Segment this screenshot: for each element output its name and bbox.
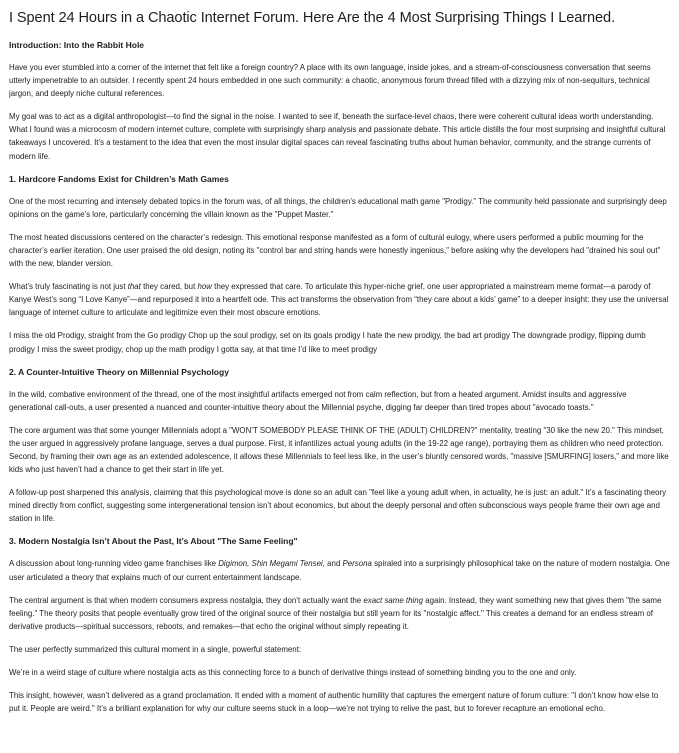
emphasis: exact same thing <box>363 595 424 605</box>
text-run: again. Instead, they want something new that gives them "the same feeling." The theory posits that people eventually grow tired of the original source of their nostalgia but still yearn for its "nostalgic affect." This creates a demand for an endless stream of derivative products—spiritual successors, reboots, and remakes—that echo the original without simply repeating it. <box>9 595 662 631</box>
section-3-paragraph-1 <box>9 557 670 583</box>
text-run: they cared, but <box>140 282 198 292</box>
section-1-paragraph-3 <box>9 280 670 319</box>
intro-paragraph-1: Have you ever stumbled into a corner of the internet that felt like a foreign country? A place with its own language, inside jokes, and a stream-of-consciousness conversation that seems utterly impenetrable to an outsider. I recently spent 24 hours embedded in one such community: a chaotic, anonymous forum thread filled with a dizzying mix of non-sequiturs, technical jargon, and deeply niche cultural references. <box>9 63 651 99</box>
intro-paragraph-2: My goal was to act as a digital anthropologist—to find the signal in the noise. I wanted to see if, beneath the surface-level chaos, there were coherent cultural ideas worth understanding. What I found was a microcosm of modern internet culture, complete with surprisingly sharp analysis and passionate debate. This article distills the four most surprising and insightful cultural takeaways I uncovered. It’s a testament to the idea that even the most insular digital spaces can reveal fascinating truths about human behavior, community, and the strange currents of modern life. <box>9 112 666 161</box>
emphasis: that <box>127 282 141 292</box>
section-2-paragraph-3: A follow-up post sharpened this analysis, claiming that this psychological move is done so an adult can "feel like a young adult when, in actuality, he is just: an adult." It’s a fascinating theory mined directly from conflict, suggesting some intergenerational tension isn’t about economics, but about the deeply personal and often subconscious ways people frame their own age and station in life. <box>9 488 667 524</box>
text-run: they expressed that care. To articulate this hyper-niche grief, one user appropriated a mainstream meme format—a parody of Kanye West’s song “I Love Kanye”—and repurposed it into a heartfelt ode. This act transforms the observation from “they care about a kids’ game” to a deeper insight: they use the universal language of internet culture to articulate and legitimize even their most obscure emotions. <box>9 282 669 318</box>
section-1-quote: I miss the old Prodigy, straight from the Go prodigy Chop up the soul prodigy, set on its goals prodigy I hate the new prodigy, the bad art prodigy The downgrade prodigy, flipping dumb prodigy I miss the sweet prodigy, chop up the math prodigy I gotta say, at that time I’d like to meet prodigy <box>9 331 646 354</box>
text-run: spiraled into a surprisingly philosophical take on the nature of modern nostalgia. One user articulated a theory that explains much of our current entertainment landscape. <box>9 559 670 582</box>
section-1-paragraph-1: One of the most recurring and intensely debated topics in the forum was, of all things, the children’s educational math game "Prodigy." The community held passionate and surprisingly deep opinions on the game’s lore, particularly concerning the villain known as the "Puppet Master." <box>9 196 667 219</box>
emphasis: Persona <box>342 559 372 569</box>
section-2-paragraph-2: The core argument was that some younger Millennials adopt a "WON’T SOMEBODY PLEASE THINK OF THE (ADULT) CHILDREN?" mentality, treating "30 like the new 20." This mindset, the user argued in aggressively profane language, serves a dual purpose. First, it infantilizes actual young adults (in the 19-22 age range), portraying them as children who need protection. Second, by framing their own age as an extended adolescence, it allows these Millennials to feel less like, in the user’s bluntly censored words, "massive [SMURFING] losers," and more like kids who just haven’t had a chance to get their start in life yet. <box>9 425 669 475</box>
text-run: What’s truly fascinating is not just <box>9 282 128 292</box>
text-run: and <box>324 559 343 569</box>
section-3-quote: We’re in a weird stage of culture where nostalgia acts as this connecting force to a bunch of derivative things instead of something binding you to the one and only. <box>9 668 577 677</box>
section-1-paragraph-2: The most heated discussions centered on the character’s redesign. This emotional response manifested as a form of cultural eulogy, where users performed a public mourning for the character’s earlier iteration. One user praised the old design, noting its "control bar and string hands were honestly ingenious," before asking why the developers had "drained his soul out" with the new, blander version. <box>9 232 661 269</box>
emphasis: Digimon, Shin Megami Tensei, <box>218 559 325 569</box>
text-run: The central argument is that when modern consumers express nostalgia, they don’t actually want the <box>9 595 364 605</box>
section-2-paragraph-1: In the wild, combative environment of the thread, one of the most insightful artifacts emerged not from calm reflection, but from a heated argument. Amidst insults and aggressive generational call-outs, a user presented a nuanced and counter-intuitive theory about the Millennial psyche, digging far deeper than tired tropes about "avocado toasts." <box>9 389 627 412</box>
article-title: I Spent 24 Hours in a Chaotic Internet Forum. Here Are the 4 Most Surprising Things I Learned. <box>9 10 616 26</box>
section-3-paragraph-3: The user perfectly summarized this cultural moment in a single, powerful statement: <box>9 644 302 654</box>
section-3-heading: 3. Modern Nostalgia Isn’t About the Past, It’s About "The Same Feeling" <box>9 536 298 547</box>
intro-heading: Introduction: Into the Rabbit Hole <box>9 40 145 50</box>
section-3-paragraph-4: This insight, however, wasn’t delivered as a grand proclamation. It ended with a moment of authentic humility that captures the emergent nature of forum culture: "I don’t know how else to put it. People are weird." It’s a brilliant explanation for why our culture seems stuck in a loop—we’re not trying to relive the past, but to forever recapture an emotional echo. <box>9 691 659 714</box>
text-run: A discussion about long-running video game franchises like <box>9 559 219 569</box>
section-1-heading: 1. Hardcore Fandoms Exist for Children’s Math Games <box>9 173 229 184</box>
section-3-paragraph-2 <box>9 594 670 633</box>
emphasis: how <box>197 282 212 292</box>
section-2-heading: 2. A Counter-Intuitive Theory on Millennial Psychology <box>9 366 229 377</box>
